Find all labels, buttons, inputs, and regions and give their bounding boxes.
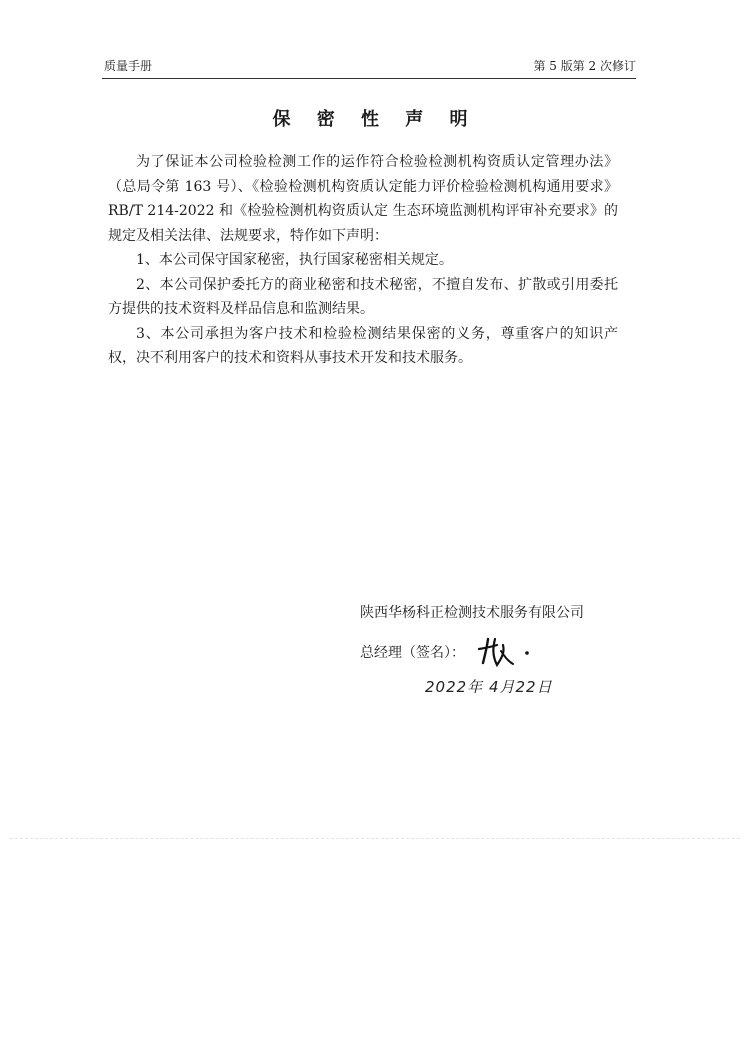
paragraph-item-2: 2、本公司保护委托方的商业秘密和技术秘密，不擅自发布、扩散或引用委托方提供的技术资料及样品信息和监测结果。 <box>108 276 618 317</box>
paragraph-item-3: 3、本公司承担为客户技术和检验检测结果保密的义务，尊重客户的知识产权，决不利用客户的技术和资料从事技术开发和技术服务。 <box>108 325 618 366</box>
company-name: 陕西华杨科正检测技术服务有限公司 <box>360 605 584 621</box>
paragraph-item-1: 1、本公司保守国家秘密，执行国家秘密相关规定。 <box>136 252 453 268</box>
header-divider <box>102 78 636 79</box>
scan-artifact-line <box>10 838 740 839</box>
header-revision: 第 5 版第 2 次修订 <box>533 59 636 73</box>
document-title: 保 密 性 声 明 <box>272 109 478 130</box>
declaration-body <box>108 150 618 371</box>
header-manual-title: 质量手册 <box>104 59 153 73</box>
page-header <box>102 55 636 77</box>
manager-sign-label: 总经理（签名）： <box>360 645 465 661</box>
handwritten-signature <box>475 633 555 673</box>
handwritten-date: 2022年 4月22日 <box>425 678 553 696</box>
paragraph-intro: 为了保证本公司检验检测工作的运作符合检验检测机构资质认定管理办法》（总局令第 163 号）、《检验检测机构资质认定能力评价检验检测机构通用要求》RB/T 214-2022 和《检验检测机构资质认定 生态环境监测机构评审补充要求》的规定及相关法律、法规要求，特作如下声明： <box>108 154 618 244</box>
